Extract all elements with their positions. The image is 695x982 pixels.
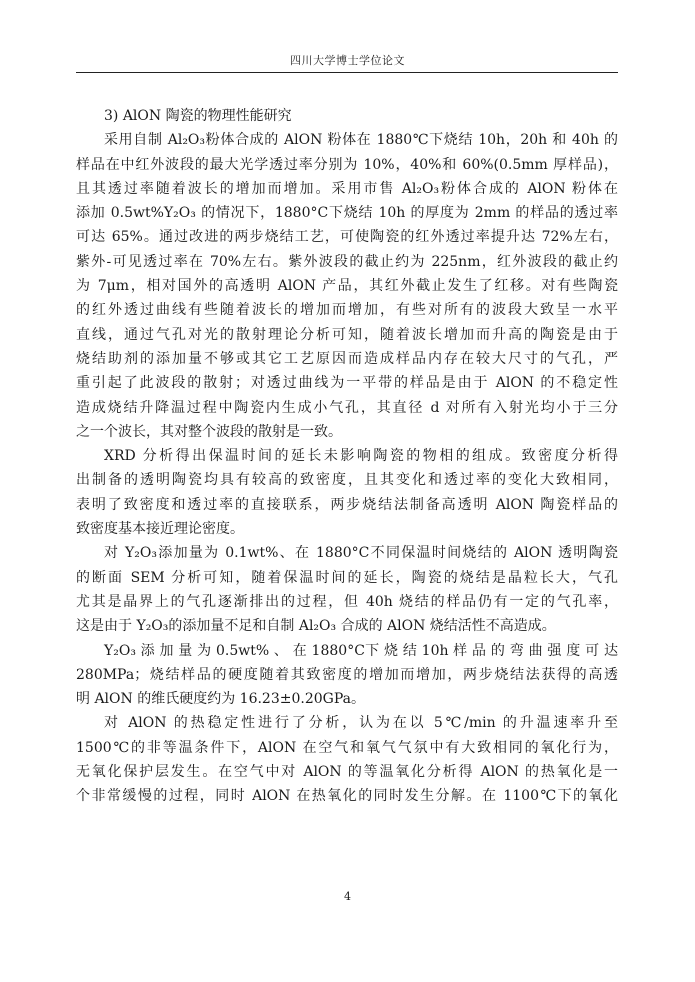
paragraph-line: 个非常缓慢的过程，同时 AlON 在热氧化的同时发生分解。在 1100℃下的氧化: [76, 788, 618, 805]
paragraph-line: 明 AlON 的维氏硬度约为 16.23±0.20GPa。: [76, 691, 365, 708]
paragraph-line: 1500℃的非等温条件下，AlON 在空气和氧气气氛中有大致相同的氧化行为，: [76, 739, 618, 756]
page-number: 4: [344, 890, 351, 903]
paragraph-line: 造成烧结升降温过程中陶瓷内生成小气孔，其直径 d 对所有入射光均小于三分: [76, 399, 618, 416]
body-text: [76, 104, 618, 809]
section-heading: 3) AlON 陶瓷的物理性能研究: [104, 108, 292, 124]
paragraph-line: 可达 65%。通过改进的两步烧结工艺，可使陶瓷的红外透过率提升达 72%左右，: [76, 229, 618, 246]
paragraph-line: 采用自制 Al₂O₃粉体合成的 AlON 粉体在 1880℃下烧结 10h，20h 和 40h 的: [104, 132, 618, 149]
paragraph-line: 对 Y₂O₃添加量为 0.1wt%、在 1880°C不同保温时间烧结的 AlON 透明陶瓷: [104, 545, 618, 562]
paragraph-line: XRD 分析得出保温时间的延长未影响陶瓷的物相的组成。致密度分析得: [104, 448, 618, 465]
paragraph-line: 的断面 SEM 分析可知，随着保温时间的延长，陶瓷的烧结是晶粒长大，气孔: [76, 569, 618, 586]
paragraph-line: 致密度基本接近理论密度。: [76, 521, 244, 538]
paragraph-line: 之一个波长，其对整个波段的散射是一致。: [76, 423, 342, 440]
paragraph-line: 添加 0.5wt%Y₂O₃ 的情况下，1880°C下烧结 10h 的厚度为 2mm 的样品的透过率: [76, 205, 618, 222]
paragraph-line: 重引起了此波段的散射；对透过曲线为一平带的样品是由于 AlON 的不稳定性: [76, 375, 618, 392]
paragraph-line: Y₂O₃ 添 加 量 为 0.5wt% 、 在 1880°C下 烧 结 10h 样 品 的 弯 曲 强 度 可 达: [104, 642, 618, 659]
paragraph-line: 表明了致密度和透过率的直接联系，两步烧结法制备高透明 AlON 陶瓷样品的: [76, 496, 618, 513]
paragraph-line: 且其透过率随着波长的增加而增加。采用市售 Al₂O₃粉体合成的 AlON 粉体在: [76, 180, 618, 197]
paragraph-line: 出制备的透明陶瓷均具有较高的致密度，且其变化和透过率的变化大致相同，: [76, 472, 618, 489]
paragraph-line: 尤其是晶界上的气孔逐渐排出的过程，但 40h 烧结的样品仍有一定的气孔率，: [76, 593, 618, 610]
paragraph-line: 紫外-可见透过率在 70%左右。紫外波段的截止约为 225nm，红外波段的截止约: [76, 253, 618, 270]
running-header: 四川大学博士学位论文: [290, 54, 405, 67]
paragraph-line: 280MPa；烧结样品的硬度随着其致密度的增加而增加，两步烧结法获得的高透: [76, 666, 618, 683]
paragraph-line: 烧结助剂的添加量不够或其它工艺原因而造成样品内存在较大尺寸的气孔，严: [76, 350, 618, 367]
paragraph-line: 样品在中红外波段的最大光学透过率分别为 10%，40%和 60%(0.5mm 厚样品)，: [76, 156, 618, 173]
paragraph-line: 的红外透过曲线有些随着波长的增加而增加，有些对所有的波段大致呈一水平: [76, 302, 618, 319]
paragraph-line: 为 7μm，相对国外的高透明 AlON 产品，其红外截止发生了红移。对有些陶瓷: [76, 278, 618, 295]
paragraph-line: 这是由于 Y₂O₃的添加量不足和自制 Al₂O₃ 合成的 AlON 烧结活性不高造成。: [76, 618, 556, 635]
header-rule: [76, 72, 618, 73]
paragraph-line: 对 AlON 的热稳定性进行了分析，认为在以 5℃/min 的升温速率升至: [104, 715, 618, 732]
paragraph-line: 直线，通过气孔对光的散射理论分析可知，随着波长增加而升高的陶瓷是由于: [76, 326, 618, 343]
paragraph-line: 无氧化保护层发生。在空气中对 AlON 的等温氧化分析得 AlON 的热氧化是一: [76, 764, 618, 781]
